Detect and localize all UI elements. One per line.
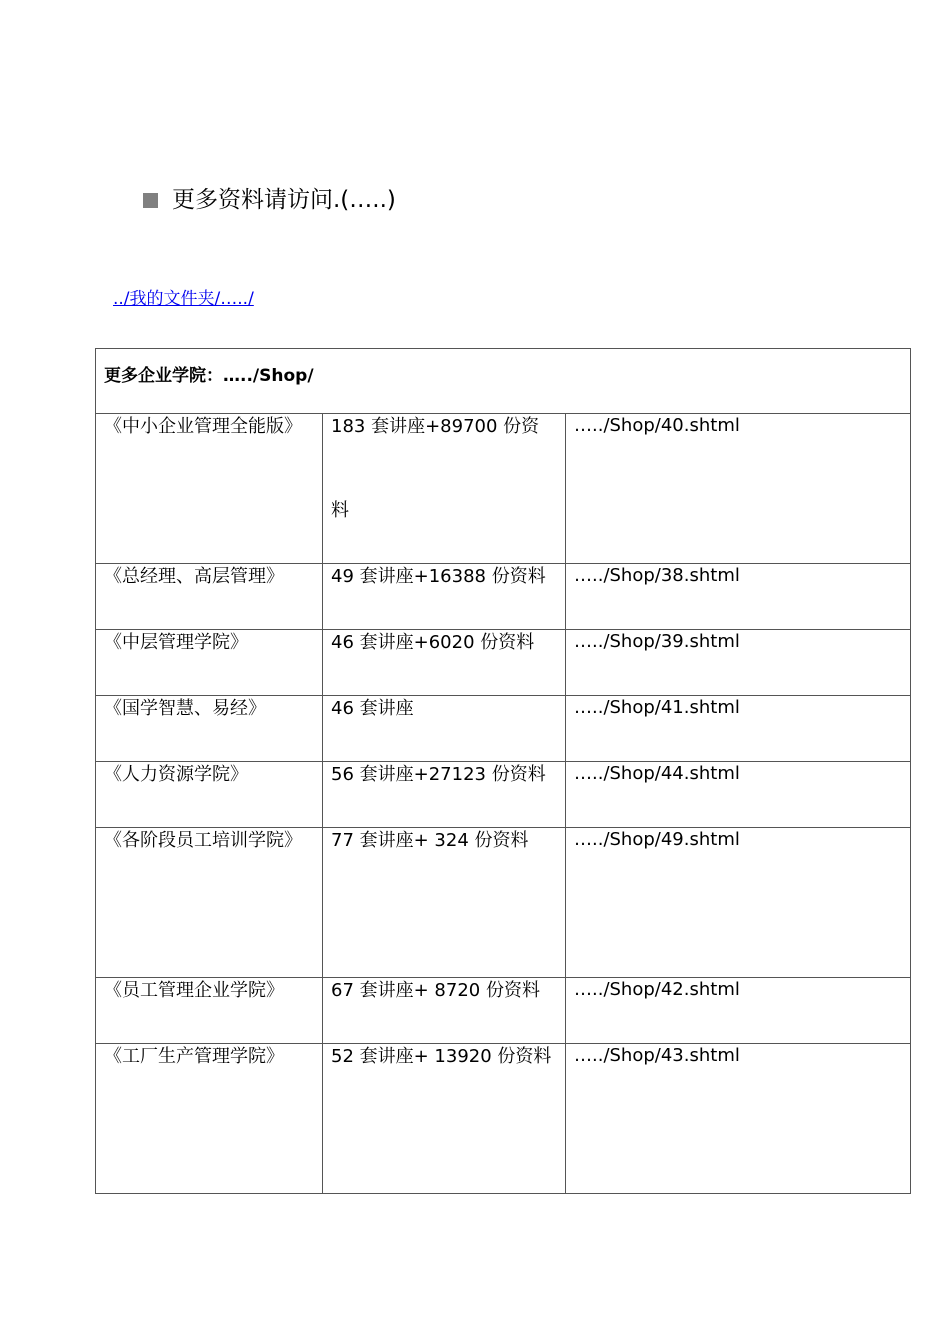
course-url-cell — [566, 564, 911, 630]
course-url[interactable]: …../Shop/42.shtml — [574, 979, 740, 1000]
notice-text: 更多资料请访问.(…..) — [172, 187, 396, 213]
course-name-cell — [96, 1044, 323, 1194]
folder-link[interactable]: ../我的文件夹/…../ — [113, 289, 254, 309]
course-url[interactable]: …../Shop/39.shtml — [574, 631, 740, 652]
course-url-cell — [566, 414, 911, 564]
course-name: 《工厂生产管理学院》 — [104, 1046, 284, 1067]
table-row — [96, 1044, 911, 1194]
course-count: 49 套讲座+16388 份资料 — [331, 566, 546, 587]
course-count: 52 套讲座+ 13920 份资料 — [331, 1046, 552, 1067]
course-url[interactable]: …../Shop/40.shtml — [574, 415, 740, 436]
course-name: 《总经理、高层管理》 — [104, 566, 284, 587]
course-url-cell — [566, 630, 911, 696]
table-header-text: 更多企业学院：…../Shop/ — [104, 366, 314, 386]
notice-line — [143, 184, 396, 216]
course-name: 《国学智慧、易经》 — [104, 698, 266, 719]
course-count: 46 套讲座 — [331, 698, 414, 719]
course-url[interactable]: …../Shop/43.shtml — [574, 1045, 740, 1066]
course-count: 77 套讲座+ 324 份资料 — [331, 830, 529, 851]
course-url[interactable]: …../Shop/49.shtml — [574, 829, 740, 850]
course-url-cell — [566, 1044, 911, 1194]
course-name: 《员工管理企业学院》 — [104, 980, 284, 1001]
course-url-cell — [566, 696, 911, 762]
course-name: 《中小企业管理全能版》 — [104, 416, 302, 437]
course-count: 56 套讲座+27123 份资料 — [331, 764, 546, 785]
square-bullet-icon — [143, 193, 158, 208]
course-table — [95, 348, 911, 1194]
course-url[interactable]: …../Shop/41.shtml — [574, 697, 740, 718]
course-url[interactable]: …../Shop/38.shtml — [574, 565, 740, 586]
course-url-cell — [566, 762, 911, 828]
course-count-cell — [323, 1044, 566, 1194]
course-url-cell — [566, 978, 911, 1044]
course-url-cell — [566, 828, 911, 978]
course-name: 《人力资源学院》 — [104, 764, 248, 785]
course-count: 46 套讲座+6020 份资料 — [331, 632, 535, 653]
course-count: 67 套讲座+ 8720 份资料 — [331, 980, 540, 1001]
course-count: 183 套讲座+89700 份资料 — [331, 416, 540, 521]
course-url[interactable]: …../Shop/44.shtml — [574, 763, 740, 784]
course-name: 《中层管理学院》 — [104, 632, 248, 653]
course-name: 《各阶段员工培训学院》 — [104, 830, 302, 851]
